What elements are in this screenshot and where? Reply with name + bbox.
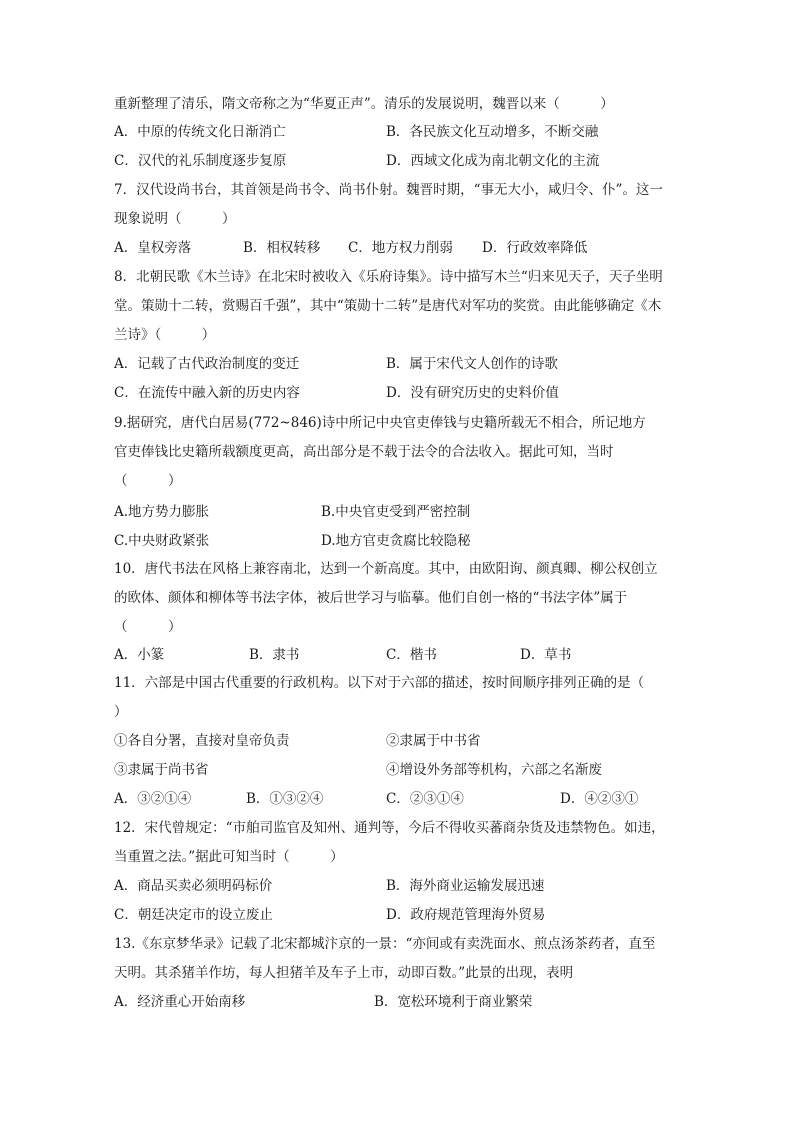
q13-option-b: B．宽松环境利于商业繁荣: [374, 994, 533, 1010]
q8-stem-line3: 兰诗》（ ）: [114, 327, 216, 343]
q10-option-d: D．草书: [520, 647, 572, 663]
q8-option-b: B．属于宋代文人创作的诗歌: [386, 356, 558, 372]
q7-option-c: C．地方权力削弱: [348, 240, 453, 256]
q7-stem-line2: 现象说明（ ）: [114, 211, 236, 227]
q7-option-b: B．相权转移: [243, 240, 321, 256]
q11-stem-line1: 11．六部是中国古代重要的行政机构。以下对于六部的描述，按时间顺序排列正确的是（: [114, 675, 645, 691]
q10-stem-line1: 10．唐代书法在风格上兼容南北，达到一个新高度。其中，由欧阳询、颜真卿、柳公权创立: [114, 561, 658, 577]
q8-option-a: A．记载了古代政治制度的变迁: [114, 356, 300, 372]
q11-item-3: ③隶属于尚书省: [114, 762, 209, 778]
q7-stem-line1: 7．汉代设尚书台，其首领是尚书令、尚书仆射。魏晋时期，“事无大小，咸归令、仆”。这一: [114, 182, 663, 198]
q9-stem-line2: 官吏俸钱比史籍所载额度更高，高出部分是不载于法令的合法收入。据此可知，当时: [114, 444, 614, 460]
q10-option-c: C．楷书: [386, 647, 437, 663]
q8-option-d: D．没有研究历史的史料价值: [386, 385, 559, 401]
q10-option-a: A．小篆: [114, 647, 165, 663]
q12-option-d: D．政府规范管理海外贸易: [386, 907, 546, 923]
q11-option-a: A．③②①④: [114, 791, 192, 807]
q9-option-b: B.中央官吏受到严密控制: [321, 504, 471, 520]
q13-stem-line2: 天明。其杀猪羊作坊，每人担猪羊及车子上市，动即百数。”此景的出现，表明: [114, 965, 574, 981]
q6-stem-end: 重新整理了清乐，隋文帝称之为“华夏正声”。清乐的发展说明，魏晋以来（ ）: [114, 96, 614, 112]
q7-option-a: A．皇权旁落: [114, 240, 192, 256]
q9-option-a: A.地方势力膨胀: [114, 504, 210, 520]
q7-option-d: D．行政效率降低: [482, 240, 588, 256]
q12-option-a: A．商品买卖必须明码标价: [114, 878, 273, 894]
q6-option-d: D．西域文化成为南北朝文化的主流: [386, 153, 600, 169]
q11-item-2: ②隶属于中书省: [386, 733, 481, 749]
q12-option-b: B．海外商业运输发展迅速: [386, 878, 545, 894]
q13-stem-line1: 13.《东京梦华录》记载了北宋都城汴京的一景：“亦间或有卖洗面水、煎点汤茶药者，直至: [114, 936, 656, 952]
q9-stem-line1: 9.据研究，唐代白居易(772~846)诗中所记中央官吏俸钱与史籍所载无不相合，所记地方: [114, 415, 646, 431]
q13-option-a: A．经济重心开始南移: [114, 994, 246, 1010]
q6-option-a: A．中原的传统文化日渐消亡: [114, 124, 286, 140]
q10-stem-line3: （ ）: [114, 619, 182, 635]
q9-option-d: D.地方官吏贪腐比较隐秘: [321, 533, 471, 549]
q12-stem-line1: 12．宋代曾规定：“市舶司监官及知州、通判等，今后不得收买蕃商杂货及违禁物色。如违，: [114, 820, 665, 836]
q11-stem-line2: ）: [114, 704, 128, 720]
q9-option-c: C.中央财政紧张: [114, 533, 210, 549]
q6-option-b: B．各民族文化互动增多，不断交融: [386, 124, 599, 140]
q10-option-b: B．隶书: [249, 647, 300, 663]
q11-item-1: ①各自分署，直接对皇帝负责: [114, 733, 290, 749]
q12-option-c: C．朝廷决定市的设立废止: [114, 907, 273, 923]
q11-option-b: B．①③②④: [246, 791, 324, 807]
q8-stem-line1: 8．北朝民歌《木兰诗》在北宋时被收入《乐府诗集》。诗中描写木兰“归来见天子，天子坐明: [114, 269, 663, 285]
q10-stem-line2: 的欧体、颜体和柳体等书法字体，被后世学习与临摹。他们自创一格的“书法字体”属于: [114, 590, 628, 606]
q6-option-c: C．汉代的礼乐制度逐步复原: [114, 153, 287, 169]
q11-option-c: C．②③①④: [386, 791, 464, 807]
q11-option-d: D．④②③①: [560, 791, 639, 807]
q8-stem-line2: 堂。策勋十二转，赏赐百千强”，其中“策勋十二转”是唐代对军功的奖赏。由此能够确定《木: [114, 298, 662, 314]
q12-stem-line2: 当重置之法。”据此可知当时（ ）: [114, 849, 344, 865]
q8-option-c: C．在流传中融入新的历史内容: [114, 385, 300, 401]
q11-item-4: ④增设外务部等机构，六部之名渐废: [386, 762, 602, 778]
q9-stem-line3: （ ）: [114, 473, 182, 489]
